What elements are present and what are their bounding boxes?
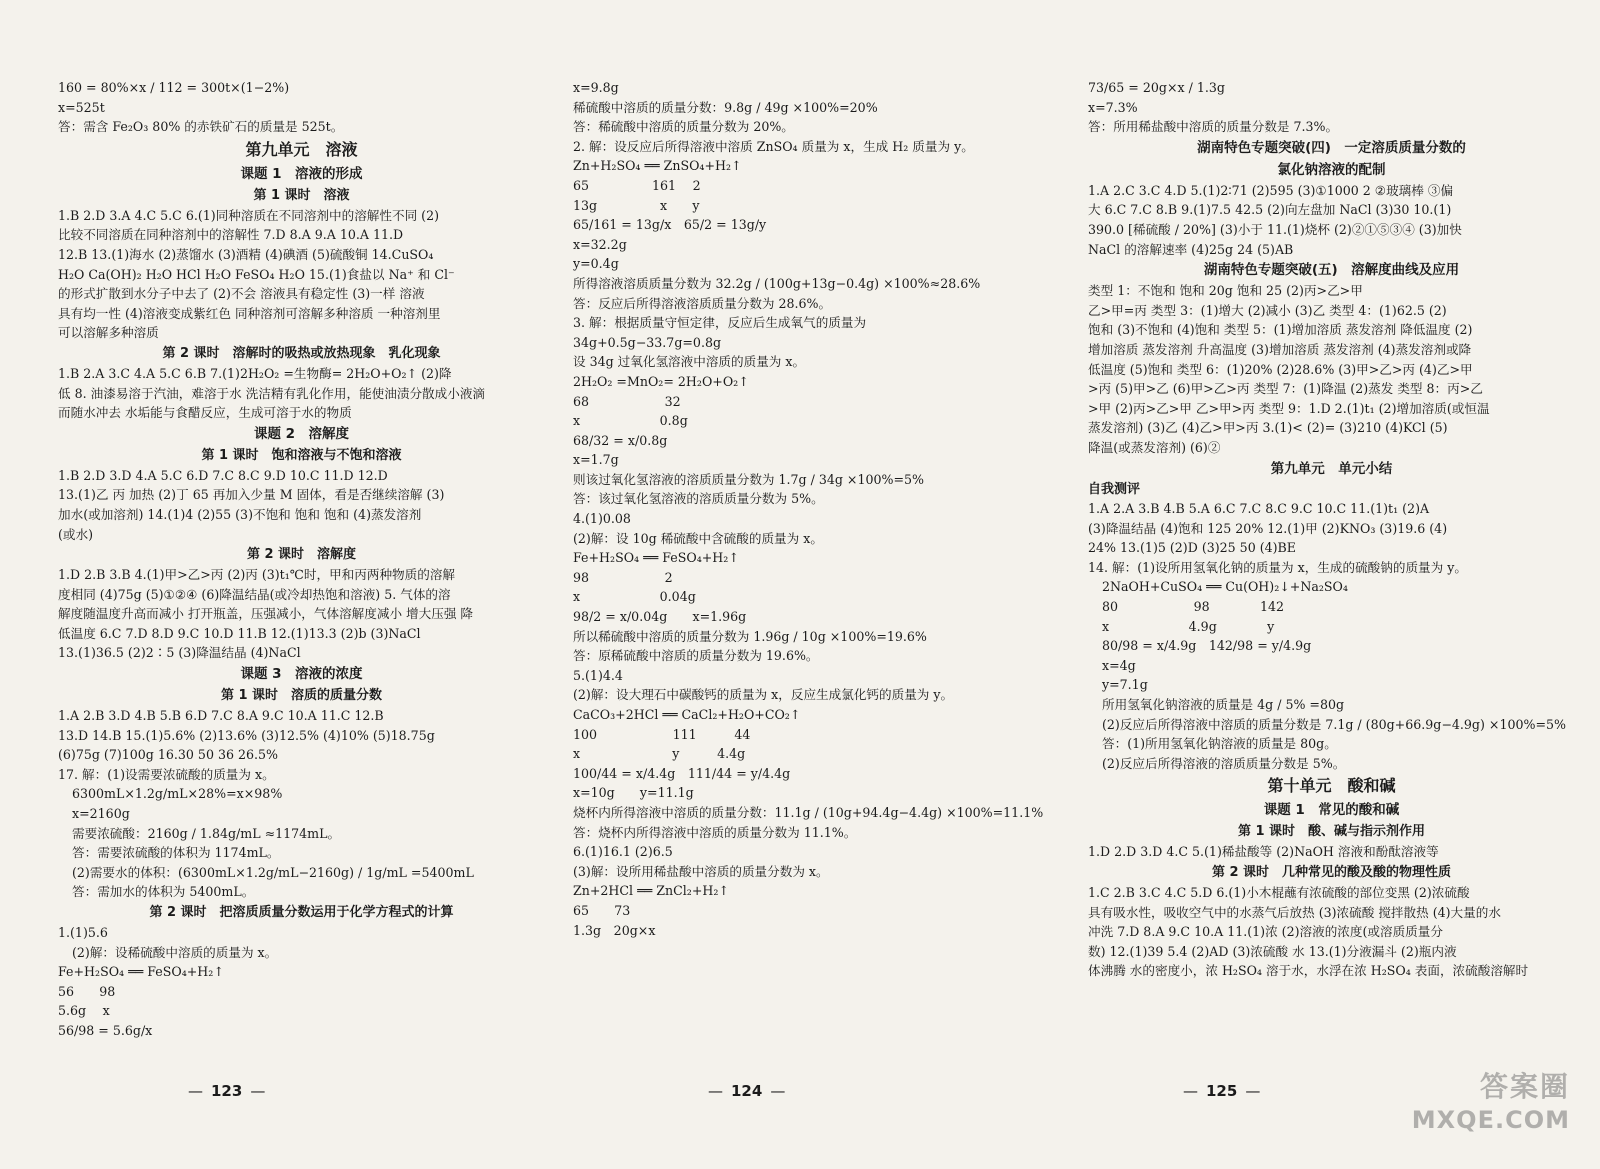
text-line: 答：稀硫酸中溶质的质量分数为 20%。 [573, 119, 794, 135]
text-line: 80 98 142 [1102, 599, 1285, 615]
text-line: 1.B 2.A 3.C 4.A 5.C 6.B 7.(1)2H₂O₂ =生物酶= 2H₂O+O₂↑ (2)降 [58, 365, 452, 381]
text-line: 答：该过氧化氢溶液的溶质质量分数为 5%。 [573, 491, 824, 507]
text-line: x 0.04g [573, 589, 696, 605]
text-line: (2)解：设大理石中碳酸钙的质量为 x，反应生成氯化钙的质量为 y。 [573, 687, 954, 703]
heading: 第九单元 溶液 [245, 139, 358, 159]
text-line: 具有吸水性，吸收空气中的水蒸气后放热 (3)浓硫酸 搅拌散热 (4)大量的水 [1088, 904, 1501, 920]
page-number-left: — 123 — [180, 1082, 273, 1100]
text-line: 13.D 14.B 15.(1)5.6% (2)13.6% (3)12.5% (4)10% (5)18.75g [58, 727, 435, 743]
heading: 课题 1 溶液的形成 [240, 165, 363, 182]
heading: 第 2 课时 几种常见的酸及酸的物理性质 [1211, 865, 1452, 880]
text-line: 答：反应后所得溶液溶质质量分数为 28.6%。 [573, 295, 832, 311]
heading: 氯化钠溶液的配制 [1277, 161, 1386, 178]
heading: 第 1 课时 饱和溶液与不饱和溶液 [201, 447, 402, 463]
text-line: 100/44 = x/4.4g 111/44 = y/4.4g [573, 765, 791, 781]
text-line: (3)解：设所用稀盐酸中溶质的质量分数为 x。 [573, 863, 829, 879]
text-line: x=525t [58, 99, 105, 115]
text-line: 56 98 [58, 983, 116, 999]
text-line: 答：需加水的体积为 5400mL。 [72, 884, 255, 900]
text-line: 17. 解：(1)设需要浓硫酸的质量为 x。 [58, 766, 275, 782]
text-line: 低温度 (5)饱和 类型 6：(1)20% (2)28.6% (3)甲>乙>丙 (4)乙>甲 [1088, 361, 1473, 377]
heading: 湖南特色专题突破(五) 溶解度曲线及应用 [1203, 262, 1460, 279]
text-line: (3)降温结晶 (4)饱和 125 20% 12.(1)甲 (2)KNO₃ (3)19.6 (4) [1088, 520, 1448, 536]
text-line: x 0.8g [573, 413, 688, 429]
text-line: 答：所用稀盐酸中溶质的质量分数是 7.3%。 [1088, 119, 1339, 135]
heading: 第 1 课时 酸、碱与指示剂作用 [1237, 824, 1426, 840]
text-line: 65 161 2 [573, 177, 701, 193]
text-line: 1.A 2.C 3.C 4.D 5.(1)2∶71 (2)595 (3)①1000 2 ②玻璃棒 ③偏 [1088, 182, 1454, 198]
text-line: NaCl 的溶解速率 (4)25g 24 (5)AB [1088, 241, 1294, 257]
text-line: 低温度 6.C 7.D 8.D 9.C 10.D 11.B 12.(1)13.3 (2)b (3)NaCl [58, 625, 421, 641]
text-line: 65/161 = 13g/x 65/2 = 13g/y [573, 217, 767, 233]
text-line: 1.A 2.A 3.B 4.B 5.A 6.C 7.C 8.C 9.C 10.C 11.(1)t₁ (2)A [1088, 501, 1430, 517]
heading: 课题 3 溶液的浓度 [240, 666, 363, 683]
text-line: (6)75g (7)100g 16.30 50 36 26.5% [58, 747, 278, 763]
text-line: 5.(1)4.4 [573, 667, 623, 683]
heading: 第 2 课时 溶解时的吸热或放热现象 乳化现象 [162, 345, 441, 361]
text-line: 98/2 = x/0.04g x=1.96g [573, 609, 747, 625]
text-line: 2H₂O₂ =MnO₂= 2H₂O+O₂↑ [573, 373, 749, 389]
text-line: 390.0 [稀硫酸 / 20%] (3)小于 11.(1)烧杯 (2)②①⑤③④ (3)加快 [1088, 221, 1462, 237]
text-line: (2)反应后所得溶液中溶质的质量分数是 7.1g / (80g+66.9g−4.9g) ×100%=5% [1102, 716, 1566, 732]
text-line: y=7.1g [1102, 677, 1148, 693]
text-line: 所用氢氧化钠溶液的质量是 4g / 5% =80g [1102, 697, 1345, 713]
text-line: 蒸发溶剂) (3)乙 (4)乙>甲>丙 3.(1)< (2)= (3)210 (4)KCl (5) [1088, 420, 1448, 436]
heading: 课题 2 溶解度 [253, 425, 350, 442]
heading: 第 2 课时 溶解度 [246, 547, 357, 563]
text-line: 6300mL×1.2g/mL×28%=x×98% [72, 786, 283, 802]
text-line: 24% 13.(1)5 (2)D (3)25 50 (4)BE [1088, 540, 1296, 556]
text-line: (2)解：设 10g 稀硫酸中含硫酸的质量为 x。 [573, 530, 823, 546]
text-line: 数) 12.(1)39 5.4 (2)AD (3)浓硫酸 水 13.(1)分液漏斗 (2)瓶内液 [1088, 943, 1457, 959]
text-line: y=0.4g [573, 256, 619, 272]
text-line: CaCO₃+2HCl ══ CaCl₂+H₂O+CO₂↑ [573, 707, 801, 722]
column-page-125 [1088, 78, 1575, 1088]
text-line: 1.3g 20g×x [573, 922, 656, 938]
page-number-middle: — 124 — [700, 1082, 793, 1100]
text-line: x 4.9g y [1102, 618, 1275, 634]
heading: 第 1 课时 溶液 [253, 187, 350, 203]
column-page-123 [58, 78, 545, 1088]
text-line: 答：需要浓硫酸的体积为 1174mL。 [72, 845, 280, 861]
text-line: 而随水冲去 水垢能与食醋反应，生成可溶于水的物质 [58, 405, 352, 421]
text-line: >丙 (5)甲>乙 (6)甲>乙>丙 类型 7：(1)降温 (2)蒸发 类型 8：丙>乙 [1088, 381, 1483, 397]
text-line: 设 34g 过氧化氢溶液中溶质的质量为 x。 [573, 354, 806, 370]
text-line: 5.6g x [58, 1003, 110, 1019]
text-line: 1.D 2.B 3.B 4.(1)甲>乙>丙 (2)丙 (3)t₁℃时，甲和丙两种物质的溶解 [58, 567, 456, 583]
text-line: x=1.7g [573, 452, 619, 468]
text-line: 所以稀硫酸中溶质的质量分数为 1.96g / 10g ×100%=19.6% [573, 628, 927, 644]
text-line: 需要浓硫酸：2160g / 1.84g/mL ≈1174mL。 [72, 825, 341, 841]
text-line: 比较不同溶质在同种溶剂中的溶解性 7.D 8.A 9.A 10.A 11.D [58, 227, 404, 243]
text-line: x=10g y=11.1g [573, 785, 694, 801]
text-line: 度相同 (4)75g (5)①②④ (6)降温结晶(或冷却热饱和溶液) 5. 气体的溶 [58, 586, 451, 602]
heading: 湖南特色专题突破(四) 一定溶质质量分数的 [1197, 139, 1466, 156]
text-line: 68/32 = x/0.8g [573, 432, 668, 448]
text-line: x=9.8g [573, 80, 619, 95]
text-line: 13g x y [573, 197, 700, 213]
column-page-124 [573, 78, 1060, 1088]
text-line: 6.(1)16.1 (2)6.5 [573, 844, 673, 860]
text-line: Fe+H₂SO₄ ══ FeSO₄+H₂↑ [58, 964, 224, 980]
text-line: 可以溶解多种溶质 [58, 325, 159, 341]
text-line: 1.(1)5.6 [58, 925, 108, 940]
text-line: 答：原稀硫酸中溶质的质量分数为 19.6%。 [573, 648, 819, 664]
text-line: 所得溶液溶质质量分数为 32.2g / (100g+13g−0.4g) ×100%≈28.6% [573, 275, 981, 291]
text-line: x=2160g [72, 806, 130, 822]
text-line: 答：烧杯内所得溶液中溶质的质量分数为 11.1%。 [573, 824, 857, 840]
text-line: 34g+0.5g−33.7g=0.8g [573, 334, 722, 350]
text-line: 1.C 2.B 3.C 4.C 5.D 6.(1)小木棍蘸有浓硫酸的部位变黑 (2)浓硫酸 [1088, 885, 1470, 900]
text-line: 降温(或蒸发溶剂) (6)② [1088, 439, 1221, 455]
page-number-right: — 125 — [1175, 1082, 1268, 1100]
heading: 第 2 课时 把溶质质量分数运用于化学方程式的计算 [149, 905, 454, 920]
text-line: 14. 解：(1)设所用氢氧化钠的质量为 x，生成的硫酸钠的质量为 y。 [1088, 559, 1467, 575]
text-line: 则该过氧化氢溶液的溶质质量分数为 1.7g / 34g ×100%=5% [573, 471, 925, 487]
text-line: (或水) [58, 526, 94, 542]
heading: 自我测评 [1088, 481, 1141, 497]
text-line: Fe+H₂SO₄ ══ FeSO₄+H₂↑ [573, 550, 739, 566]
heading: 第 1 课时 溶质的质量分数 [220, 688, 383, 704]
text-line: x=4g [1102, 657, 1136, 673]
text-line: 13.(1)乙 丙 加热 (2)丁 65 再加入少量 M 固体，看是否继续溶解 (3) [58, 487, 445, 503]
text-line: (2)反应后所得溶液的溶质质量分数是 5%。 [1102, 755, 1346, 771]
text-line: 的形式扩散到水分子中去了 (2)不会 溶液具有稳定性 (3)一样 溶液 [58, 286, 425, 302]
text-line: 答：(1)所用氢氧化钠溶液的质量是 80g。 [1102, 736, 1337, 752]
heading: 课题 1 常见的酸和碱 [1263, 802, 1400, 819]
text-line: 65 73 [573, 902, 631, 918]
text-line: 160 = 80%×x / 112 = 300t×(1−2%) [58, 80, 290, 95]
text-line: H₂O Ca(OH)₂ H₂O HCl H₂O FeSO₄ H₂O 15.(1)食盐以 Na⁺ 和 Cl⁻ [58, 266, 455, 282]
text-line: 4.(1)0.08 [573, 511, 631, 527]
text-line: x=7.3% [1088, 99, 1138, 115]
heading: 第十单元 酸和碱 [1267, 776, 1396, 796]
watermark-logo: 答案圈 [1479, 1070, 1570, 1103]
text-line: x=32.2g [573, 236, 627, 252]
text-line: 具有均一性 (4)溶液变成紫红色 同种溶剂可溶解多种溶质 一种溶剂里 [58, 305, 441, 321]
text-line: 2NaOH+CuSO₄ ══ Cu(OH)₂↓+Na₂SO₄ [1102, 579, 1348, 595]
text-line: Zn+2HCl ══ ZnCl₂+H₂↑ [573, 883, 729, 899]
text-line: 解度随温度升高而减小 打开瓶盖，压强减小，气体溶解度减小 增大压强 降 [58, 606, 474, 622]
text-line: x y 4.4g [573, 746, 746, 762]
text-line: 12.B 13.(1)海水 (2)蒸馏水 (3)酒精 (4)碘酒 (5)硫酸铜 14.CuSO₄ [58, 246, 434, 262]
text-line: 低 8. 油漆易溶于汽油，难溶于水 洗洁精有乳化作用，能使油渍分散成小液滴 [58, 385, 486, 401]
text-line: 80/98 = x/4.9g 142/98 = y/4.9g [1102, 638, 1312, 654]
text-line: 烧杯内所得溶液中溶质的质量分数：11.1g / (10g+94.4g−4.4g) ×100%=11.1% [573, 804, 1044, 820]
text-line: 加水(或加溶剂) 14.(1)4 (2)55 (3)不饱和 饱和 饱和 (4)蒸发溶剂 [58, 506, 422, 522]
watermark [1380, 1069, 1570, 1149]
text-line: (2)解：设稀硫酸中溶质的质量为 x。 [72, 944, 278, 960]
text-line: 68 32 [573, 393, 681, 409]
text-line: 56/98 = 5.6g/x [58, 1022, 153, 1038]
text-line: 答：需含 Fe₂O₃ 80% 的赤铁矿石的质量是 525t。 [58, 119, 344, 135]
text-line: 类型 1：不饱和 饱和 20g 饱和 25 (2)丙>乙>甲 [1088, 283, 1363, 299]
text-line: 1.D 2.D 3.D 4.C 5.(1)稀盐酸等 (2)NaOH 溶液和酚酞溶液等 [1088, 844, 1439, 860]
text-line: 100 111 44 [573, 726, 751, 742]
text-line: 3. 解：根据质量守恒定律，反应后生成氧气的质量为 [573, 315, 867, 331]
text-line: 大 6.C 7.C 8.B 9.(1)7.5 42.5 (2)向左盘加 NaCl (3)30 10.(1) [1088, 202, 1452, 218]
text-line: 73/65 = 20g×x / 1.3g [1088, 80, 1225, 95]
text-line: 1.B 2.D 3.D 4.A 5.C 6.D 7.C 8.C 9.D 10.C 11.D 12.D [58, 467, 388, 483]
text-line: Zn+H₂SO₄ ══ ZnSO₄+H₂↑ [573, 158, 742, 174]
text-line: 冲洗 7.D 8.A 9.C 10.A 11.(1)浓 (2)溶液的浓度(或溶质质量分 [1088, 924, 1443, 940]
text-line: 乙>甲=丙 类型 3：(1)增大 (2)减小 (3)乙 类型 4：(1)62.5 (2) [1088, 302, 1447, 318]
text-line: 2. 解：设反应后所得溶液中溶质 ZnSO₄ 质量为 x，生成 H₂ 质量为 y。 [573, 138, 974, 154]
text-line: 稀硫酸中溶质的质量分数：9.8g / 49g ×100%=20% [573, 99, 878, 115]
text-line: 1.B 2.D 3.A 4.C 5.C 6.(1)同种溶质在不同溶剂中的溶解性不同 (2) [58, 207, 440, 223]
page-numbers [0, 1082, 1600, 1106]
text-line: 体沸腾 水的密度小，浓 H₂SO₄ 溶于水，水浮在浓 H₂SO₄ 表面，浓硫酸溶解时 [1088, 963, 1529, 979]
text-line: 13.(1)36.5 (2)2∶5 (3)降温结晶 (4)NaCl [58, 645, 301, 661]
text-line: >甲 (2)丙>乙>甲 乙>甲>丙 类型 9：1.D 2.(1)t₁ (2)增加溶质(或恒温 [1088, 400, 1490, 416]
text-line: 98 2 [573, 569, 673, 585]
text-line: 增加溶质 蒸发溶剂 升高温度 (3)增加溶质 蒸发溶剂 (4)蒸发溶剂或降 [1088, 341, 1472, 357]
heading: 第九单元 单元小结 [1270, 460, 1393, 477]
text-line: 饱和 (3)不饱和 (4)饱和 类型 5：(1)增加溶质 蒸发溶剂 降低温度 (2) [1088, 322, 1473, 338]
text-line: 1.A 2.B 3.D 4.B 5.B 6.D 7.C 8.A 9.C 10.A 11.C 12.B [58, 708, 384, 724]
text-line: (2)需要水的体积：(6300mL×1.2g/mL−2160g) / 1g/mL =5400mL [72, 864, 474, 880]
watermark-site: MXQE.COM [1411, 1106, 1570, 1134]
